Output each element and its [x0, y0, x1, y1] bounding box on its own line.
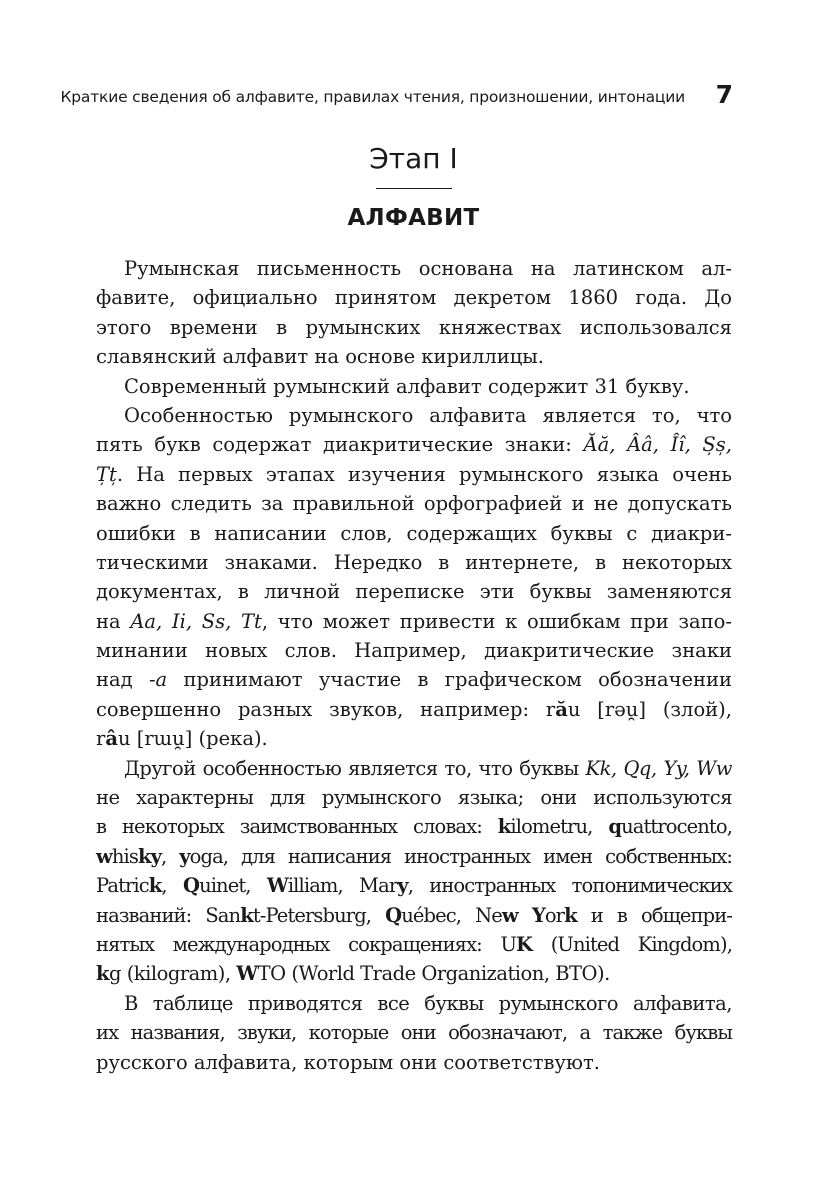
- body-text: [96, 254, 732, 1077]
- text-run: uébec, Ne: [401, 903, 502, 927]
- text-line: [96, 724, 732, 753]
- bold-letter: Q: [385, 903, 402, 927]
- text-run: u [rəu̯] (злой),: [567, 697, 732, 721]
- bold-letter: Q: [182, 874, 200, 898]
- text-run: ilometru,: [510, 815, 609, 839]
- text-line: [96, 871, 732, 900]
- bold-letter: k: [564, 903, 577, 927]
- text-run: ,: [161, 874, 183, 898]
- text-line: [96, 695, 732, 724]
- text-run: над: [96, 668, 149, 692]
- letter-example: -a: [148, 668, 168, 692]
- paragraph: [96, 372, 732, 401]
- text-line: [96, 901, 732, 930]
- diacritic-letters: Ăă, Ââ, Îî, Șș,: [583, 433, 732, 457]
- text-run: t-Petersburg,: [252, 903, 386, 927]
- text-line: тическими знаками. Нередко в интернете, в некоторых: [96, 550, 732, 574]
- text-line: русского алфавита, которым они соответствуют.: [96, 1050, 600, 1074]
- text-line: их названия, звуки, которые они обозначают, а также буквы: [96, 1021, 732, 1045]
- text-run: , иностранных топонимических: [407, 874, 732, 898]
- paragraph: [96, 754, 732, 989]
- text-run: на: [96, 609, 131, 633]
- bold-letter: q: [608, 815, 622, 839]
- text-run: r: [96, 727, 106, 751]
- page-number: 7: [715, 80, 733, 109]
- text-line: ошибки в написании слов, содержащих буквы с диакри-: [96, 521, 732, 545]
- text-run: названий: San: [96, 903, 241, 927]
- running-header: [0, 78, 827, 118]
- paragraph: [96, 401, 732, 754]
- text-line: [96, 607, 732, 636]
- bold-letter: â: [105, 727, 118, 751]
- stage-title: Этап I: [369, 142, 458, 175]
- text-run: u [rɯu̯] (река).: [117, 727, 268, 751]
- bold-letter: y: [179, 844, 190, 868]
- text-run: пять букв содержат диакритические знаки:: [96, 433, 584, 457]
- text-run: TO (World Trade Organization, ВТО).: [257, 962, 610, 986]
- plain-letters: Aa, Ii, Ss, Tt: [130, 609, 262, 633]
- text-line: Румынская письменность основана на латинском ал-: [124, 257, 732, 280]
- text-line: [96, 665, 732, 694]
- stage-divider: [376, 188, 452, 189]
- bold-letter: Y: [531, 903, 545, 927]
- text-line: В таблице приводятся все буквы румынского алфавита,: [124, 991, 732, 1015]
- text-line: не характерны для румынского языка; они используются: [96, 786, 732, 810]
- text-line: документах, в личной переписке эти буквы заменяются: [96, 580, 732, 604]
- text-run: Patric: [96, 874, 149, 898]
- text-run: g (kilogram),: [109, 962, 237, 986]
- bold-letter: k: [497, 815, 511, 839]
- text-line: минании новых слов. Например, диакритические знаки: [96, 639, 732, 663]
- text-run: в некоторых заимствованных словах:: [96, 815, 498, 839]
- text-line: фавите, официально принятом декретом 1860 года. До: [96, 286, 732, 310]
- text-run: . На первых этапах изучения румынского языка очень: [116, 462, 732, 486]
- foreign-letters: Kk, Qq, Yy, Ww: [585, 756, 732, 780]
- text-run: Другой особенностью является то, что буквы: [124, 756, 586, 780]
- text-run: his: [111, 844, 138, 868]
- bold-letter: W: [236, 962, 258, 986]
- diacritic-letter: Țț: [96, 462, 117, 486]
- text-run: uattrocento,: [621, 815, 732, 839]
- text-line: [96, 812, 732, 841]
- text-run: [518, 904, 532, 927]
- section-title: АЛФАВИТ: [347, 204, 480, 231]
- text-line: [96, 959, 732, 988]
- bold-letter: w: [96, 844, 112, 868]
- text-line: славянский алфавит на основе кириллицы.: [96, 345, 545, 369]
- bold-letter: K: [516, 932, 533, 956]
- text-line: [96, 460, 732, 489]
- bold-letter: w: [501, 903, 518, 927]
- text-line: [96, 430, 732, 459]
- text-run: совершенно разных звуков, например: r: [96, 697, 556, 721]
- text-line: [96, 754, 732, 783]
- text-run: ,: [161, 844, 180, 868]
- text-line: Современный румынский алфавит содержит 31 букву.: [124, 374, 690, 398]
- bold-letter: k: [240, 903, 253, 927]
- paragraph: [96, 989, 732, 1077]
- chapter-heading: [0, 142, 827, 231]
- bold-letter: ky: [138, 844, 162, 868]
- bold-letter: W: [266, 874, 288, 898]
- text-line: [96, 842, 732, 871]
- text-run: oga, для написания иностранных имен собственных:: [189, 844, 732, 868]
- bold-letter: y: [397, 874, 408, 898]
- bold-letter: k: [96, 962, 110, 986]
- text-run: uinet,: [199, 874, 267, 898]
- bold-letter: ă: [555, 697, 568, 721]
- text-run: (United Kingdom),: [532, 932, 732, 956]
- text-run: и в общепри-: [576, 903, 732, 927]
- running-title: Краткие сведения об алфавите, правилах чтения, произношении, интонации: [60, 88, 685, 106]
- text-line: важно следить за правильной орфографией и не допускать: [96, 492, 732, 516]
- text-line: [96, 930, 732, 959]
- text-line: Особенностью румынского алфавита является то, что: [124, 403, 732, 427]
- text-line: этого времени в румынских княжествах использовался: [96, 315, 732, 339]
- text-run: принимают участие в графическом обозначении: [167, 668, 733, 692]
- text-run: or: [544, 903, 565, 927]
- bold-letter: k: [148, 874, 162, 898]
- text-run: illiam, Mar: [287, 874, 398, 898]
- paragraph: [96, 254, 732, 372]
- text-run: нятых международных сокращениях: U: [96, 932, 517, 956]
- text-run: , что может привести к ошибкам при запо-: [261, 609, 732, 633]
